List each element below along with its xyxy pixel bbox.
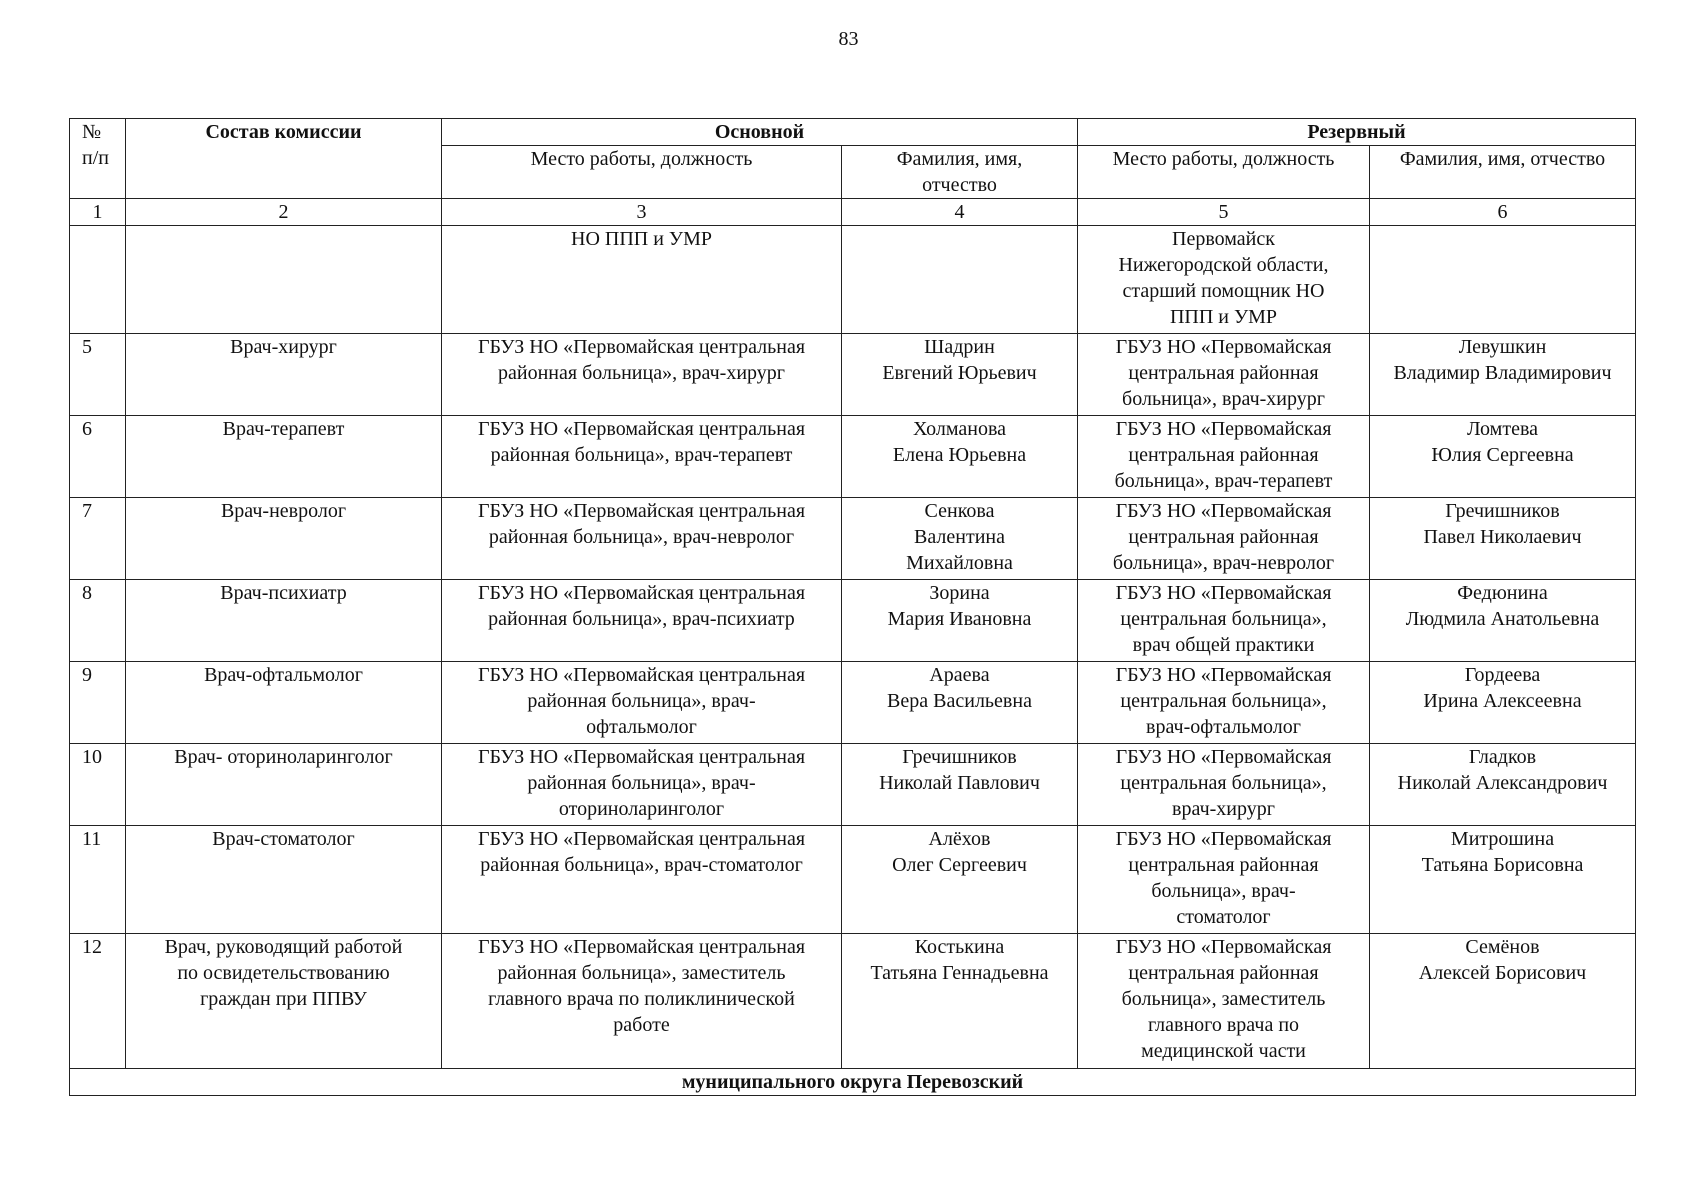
reserve-workplace bbox=[1078, 416, 1370, 498]
cell-line: главного врача по bbox=[1147, 1014, 1300, 1036]
cell-line: ГБУЗ НО «Первомайская bbox=[1115, 746, 1332, 768]
cell-line: Николай Александрович bbox=[1397, 772, 1608, 794]
cell-line: главного врача по поликлинической bbox=[488, 988, 795, 1010]
main-workplace bbox=[442, 662, 842, 744]
main-name bbox=[842, 662, 1078, 744]
cell-line: ГБУЗ НО «Первомайская центральная bbox=[477, 664, 806, 686]
cell-line: центральная больница», bbox=[1120, 608, 1327, 630]
cell-line: Татьяна Геннадьевна bbox=[870, 962, 1049, 984]
reserve-name bbox=[1370, 662, 1636, 744]
cell-line: Татьяна Борисовна bbox=[1421, 854, 1584, 876]
cell-line: врач-офтальмолог bbox=[1146, 716, 1301, 738]
reserve-name bbox=[1370, 416, 1636, 498]
main-workplace bbox=[442, 416, 842, 498]
cell-line: Холманова bbox=[912, 418, 1007, 440]
cell-line: Араева bbox=[929, 664, 990, 686]
cell-line: Ирина Алексеевна bbox=[1423, 690, 1582, 712]
table-row bbox=[70, 580, 1636, 662]
header-num-line: № bbox=[82, 121, 102, 143]
row-number: 9 bbox=[70, 662, 126, 744]
continuation-row bbox=[70, 226, 1636, 334]
reserve-name bbox=[1370, 934, 1636, 1069]
cell-line: Алексей Борисович bbox=[1418, 962, 1587, 984]
col-number: 2 bbox=[126, 199, 442, 226]
cell-line: ГБУЗ НО «Первомайская bbox=[1115, 828, 1332, 850]
cont-reserve-work bbox=[1078, 226, 1370, 334]
cell-line: районная больница», врач-хирург bbox=[498, 362, 785, 384]
row-number: 8 bbox=[70, 580, 126, 662]
cell-line: больница», врач-хирург bbox=[1122, 388, 1325, 410]
section-footer-row bbox=[70, 1069, 1636, 1096]
header-fio-reserve: Фамилия, имя, отчество bbox=[1370, 146, 1636, 199]
cell-line: ГБУЗ НО «Первомайская bbox=[1115, 664, 1332, 686]
cell-line: Ломтева bbox=[1466, 418, 1538, 440]
cell-line: Олег Сергеевич bbox=[892, 854, 1027, 876]
commission-role bbox=[126, 934, 442, 1069]
col-number: 1 bbox=[70, 199, 126, 226]
col-number: 4 bbox=[842, 199, 1078, 226]
cell-line: ГБУЗ НО «Первомайская центральная bbox=[477, 828, 806, 850]
reserve-name bbox=[1370, 744, 1636, 826]
row-number: 10 bbox=[70, 744, 126, 826]
main-workplace bbox=[442, 498, 842, 580]
header-row bbox=[70, 119, 1636, 146]
reserve-workplace bbox=[1078, 662, 1370, 744]
cell-line: центральная районная bbox=[1128, 526, 1319, 548]
reserve-name bbox=[1370, 334, 1636, 416]
main-workplace bbox=[442, 744, 842, 826]
commission-role bbox=[126, 580, 442, 662]
reserve-workplace bbox=[1078, 934, 1370, 1069]
main-workplace bbox=[442, 580, 842, 662]
row-number: 7 bbox=[70, 498, 126, 580]
cell-line: районная больница», врач-терапевт bbox=[490, 444, 793, 466]
cell-line: Евгений Юрьевич bbox=[882, 362, 1037, 384]
cell-line: центральная больница», bbox=[1120, 772, 1327, 794]
cell-line: Мария Ивановна bbox=[887, 608, 1032, 630]
cell-line: Гречишников bbox=[1445, 500, 1560, 522]
header-commission: Состав комиссии bbox=[126, 119, 442, 199]
header-num-cell bbox=[70, 119, 126, 199]
cell-line: Семёнов bbox=[1465, 936, 1540, 958]
cell-line: Алёхов bbox=[928, 828, 991, 850]
cont-reserve-name bbox=[1370, 226, 1636, 334]
cell-line: Елена Юрьевна bbox=[892, 444, 1027, 466]
table-row bbox=[70, 826, 1636, 934]
commission-role bbox=[126, 826, 442, 934]
cell-line: больница», врач-терапевт bbox=[1114, 470, 1333, 492]
cell-line: ГБУЗ НО «Первомайская центральная bbox=[477, 936, 806, 958]
cont-main-work: НО ППП и УМР bbox=[442, 226, 842, 334]
cell-line: ГБУЗ НО «Первомайская bbox=[1115, 936, 1332, 958]
commission-table bbox=[69, 118, 1636, 1096]
main-name bbox=[842, 498, 1078, 580]
cell-line: старший помощник НО bbox=[1122, 280, 1325, 302]
cell-line: Врач-невролог bbox=[220, 500, 347, 522]
main-workplace bbox=[442, 334, 842, 416]
table-row bbox=[70, 334, 1636, 416]
cell-line: работе bbox=[613, 1014, 670, 1036]
commission-role bbox=[126, 744, 442, 826]
cell-line: центральная районная bbox=[1128, 962, 1319, 984]
reserve-name bbox=[1370, 498, 1636, 580]
cell-line: центральная районная bbox=[1128, 444, 1319, 466]
cell-line: Врач-психиатр bbox=[220, 582, 347, 604]
reserve-name bbox=[1370, 580, 1636, 662]
header-main: Основной bbox=[442, 119, 1078, 146]
header-fio-line: Фамилия, имя, bbox=[896, 148, 1023, 170]
cell-line: Первомайск bbox=[1172, 228, 1275, 250]
row-number: 12 bbox=[70, 934, 126, 1069]
cell-line: оториноларинголог bbox=[558, 798, 725, 820]
cell-line: Николай Павлович bbox=[879, 772, 1040, 794]
cell-line: Врач-стоматолог bbox=[212, 828, 355, 850]
main-name bbox=[842, 826, 1078, 934]
table-row bbox=[70, 934, 1636, 1069]
cell-line: Федюнина bbox=[1457, 582, 1548, 604]
col-number: 3 bbox=[442, 199, 842, 226]
reserve-name bbox=[1370, 826, 1636, 934]
cell-line: Людмила Анатольевна bbox=[1405, 608, 1600, 630]
reserve-workplace bbox=[1078, 580, 1370, 662]
main-name bbox=[842, 580, 1078, 662]
header-reserve: Резервный bbox=[1078, 119, 1636, 146]
cell-line: Левушкин bbox=[1458, 336, 1547, 358]
cont-num-cell bbox=[70, 226, 126, 334]
cell-line: районная больница», врач-психиатр bbox=[488, 608, 795, 630]
main-name bbox=[842, 416, 1078, 498]
cell-line: Владимир Владимирович bbox=[1393, 362, 1612, 384]
cell-line: граждан при ППВУ bbox=[200, 988, 367, 1010]
col-number: 6 bbox=[1370, 199, 1636, 226]
section-footer: муниципального округа Перевозский bbox=[70, 1069, 1636, 1096]
header-workplace: Место работы, должность bbox=[442, 146, 842, 199]
cell-line: Вера Васильевна bbox=[887, 690, 1032, 712]
cell-line: Михайловна bbox=[906, 552, 1013, 574]
cell-line: больница», врач- bbox=[1151, 880, 1296, 902]
cell-line: больница», врач-невролог bbox=[1112, 552, 1335, 574]
cell-line: центральная районная bbox=[1128, 362, 1319, 384]
cell-line: Нижегородской области, bbox=[1118, 254, 1329, 276]
cell-line: Врач-терапевт bbox=[222, 418, 345, 440]
reserve-workplace bbox=[1078, 498, 1370, 580]
main-name bbox=[842, 744, 1078, 826]
cell-line: стоматолог bbox=[1176, 906, 1271, 928]
table-row bbox=[70, 498, 1636, 580]
cell-line: Врач-офтальмолог bbox=[204, 664, 363, 686]
cell-line: Павел Николаевич bbox=[1423, 526, 1582, 548]
header-workplace-reserve: Место работы, должность bbox=[1078, 146, 1370, 199]
main-workplace bbox=[442, 934, 842, 1069]
cell-line: ГБУЗ НО «Первомайская центральная bbox=[477, 500, 806, 522]
page-number: 83 bbox=[838, 28, 859, 50]
cell-line: по освидетельствованию bbox=[177, 962, 390, 984]
cell-line: ГБУЗ НО «Первомайская bbox=[1115, 500, 1332, 522]
cell-line: больница», заместитель bbox=[1121, 988, 1326, 1010]
header-fio-main bbox=[842, 146, 1078, 199]
cell-line: Юлия Сергеевна bbox=[1431, 444, 1574, 466]
header-num-line: п/п bbox=[82, 147, 109, 169]
cell-line: ГБУЗ НО «Первомайская центральная bbox=[477, 336, 806, 358]
table-row bbox=[70, 744, 1636, 826]
reserve-workplace bbox=[1078, 826, 1370, 934]
cell-line: ГБУЗ НО «Первомайская bbox=[1115, 582, 1332, 604]
cell-line: офтальмолог bbox=[586, 716, 697, 738]
cell-line: ГБУЗ НО «Первомайская центральная bbox=[477, 746, 806, 768]
cell-line: Гладков bbox=[1468, 746, 1537, 768]
cont-main-name bbox=[842, 226, 1078, 334]
cell-line: ГБУЗ НО «Первомайская центральная bbox=[477, 418, 806, 440]
reserve-workplace bbox=[1078, 744, 1370, 826]
cell-line: Митрошина bbox=[1450, 828, 1555, 850]
table-row bbox=[70, 416, 1636, 498]
cell-line: центральная больница», bbox=[1120, 690, 1327, 712]
commission-role bbox=[126, 416, 442, 498]
cell-line: Костькина bbox=[914, 936, 1005, 958]
header-fio-line: отчество bbox=[922, 174, 997, 196]
cell-line: Валентина bbox=[914, 526, 1005, 548]
reserve-workplace bbox=[1078, 334, 1370, 416]
cell-line: Сенкова bbox=[924, 500, 995, 522]
cell-line: Врач-хирург bbox=[230, 336, 337, 358]
commission-role bbox=[126, 498, 442, 580]
cont-role-cell bbox=[126, 226, 442, 334]
cell-line: районная больница», врач-невролог bbox=[488, 526, 795, 548]
cell-line: врач общей практики bbox=[1132, 634, 1315, 656]
main-name bbox=[842, 334, 1078, 416]
commission-role bbox=[126, 662, 442, 744]
cell-line: ГБУЗ НО «Первомайская bbox=[1115, 336, 1332, 358]
main-workplace bbox=[442, 826, 842, 934]
col-number: 5 bbox=[1078, 199, 1370, 226]
cell-line: Шадрин bbox=[924, 336, 995, 358]
cell-line: районная больница», врач-стоматолог bbox=[480, 854, 803, 876]
cell-line: районная больница», врач- bbox=[527, 690, 756, 712]
cell-line: ГБУЗ НО «Первомайская центральная bbox=[477, 582, 806, 604]
commission-role bbox=[126, 334, 442, 416]
row-number: 5 bbox=[70, 334, 126, 416]
cell-line: Зорина bbox=[929, 582, 990, 604]
cell-line: врач-хирург bbox=[1172, 798, 1275, 820]
cell-line: Врач- оториноларинголог bbox=[174, 746, 393, 768]
cell-line: Гречишников bbox=[902, 746, 1017, 768]
cell-line: ППП и УМР bbox=[1169, 306, 1278, 328]
cell-line: районная больница», врач- bbox=[527, 772, 756, 794]
table-row bbox=[70, 662, 1636, 744]
cell-line: районная больница», заместитель bbox=[497, 962, 786, 984]
cell-line: ГБУЗ НО «Первомайская bbox=[1115, 418, 1332, 440]
cell-line: Врач, руководящий работой bbox=[164, 936, 403, 958]
main-name bbox=[842, 934, 1078, 1069]
cell-line: Гордеева bbox=[1464, 664, 1541, 686]
row-number: 6 bbox=[70, 416, 126, 498]
row-number: 11 bbox=[70, 826, 126, 934]
cell-line: центральная районная bbox=[1128, 854, 1319, 876]
column-numbers-row bbox=[70, 199, 1636, 226]
cell-line: медицинской части bbox=[1141, 1040, 1306, 1062]
